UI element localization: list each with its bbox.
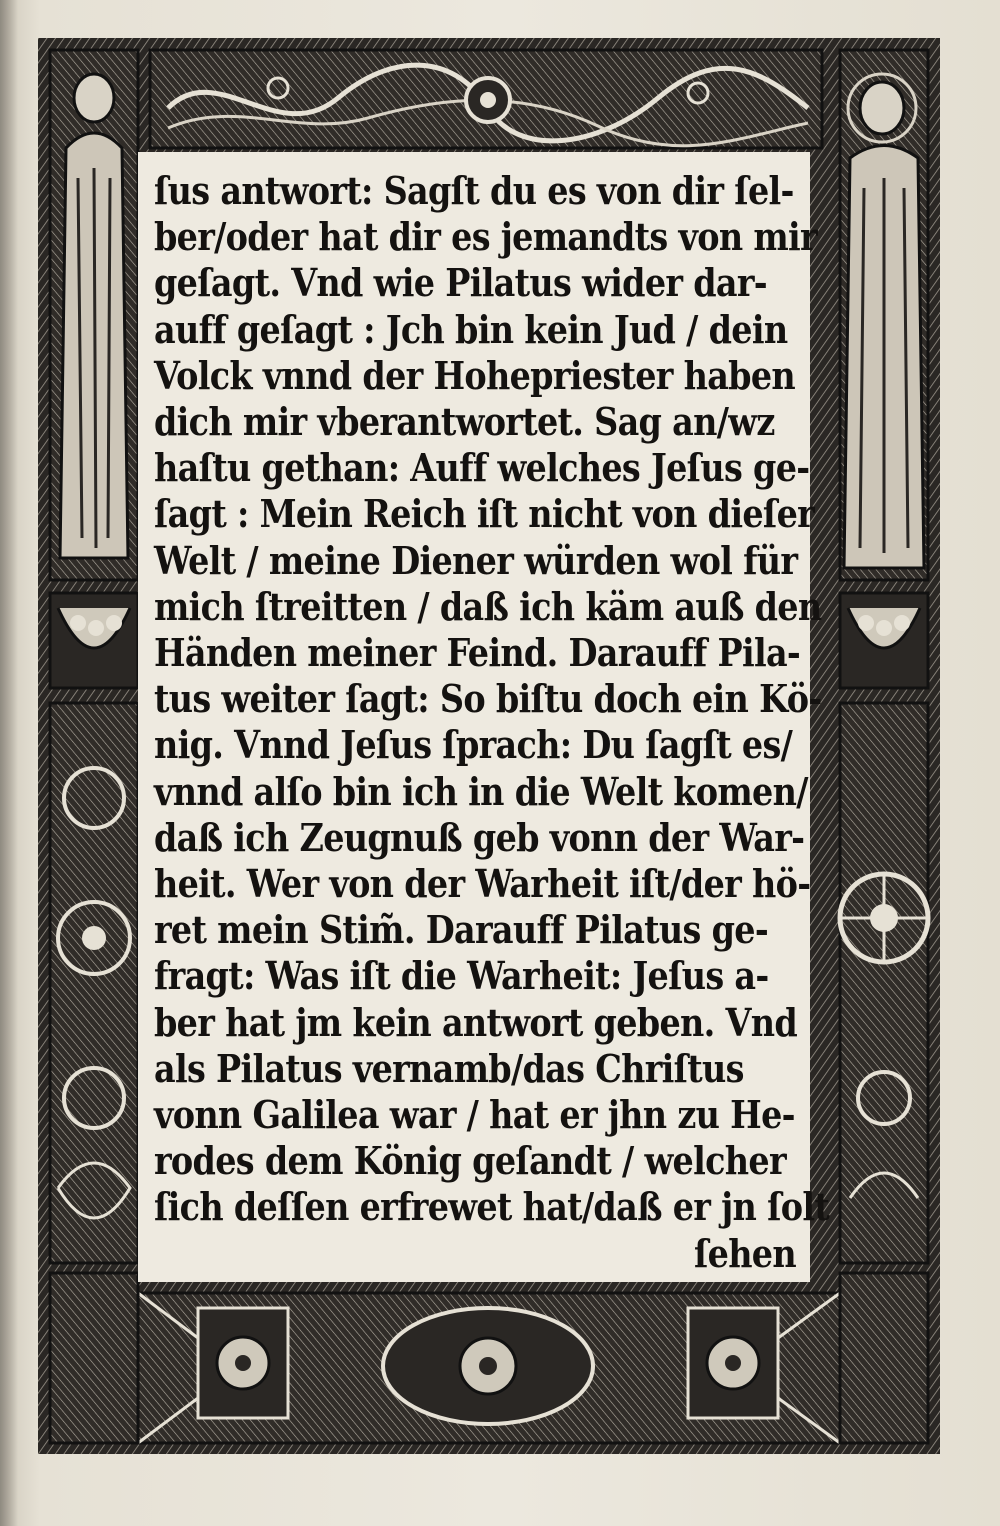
text-line: ſus antwort: Sagſt du es von dir ſel- <box>154 168 794 213</box>
text-line: ber/oder hat dir es jemandts von mir <box>154 214 817 260</box>
text-line: auff geſagt : Jch bin kein Jud / dein <box>154 306 788 352</box>
text-line: geſagt. Vnd wie Pilatus wider dar- <box>154 260 767 306</box>
bottom-right-corner <box>840 1273 928 1443</box>
text-line: ſich deſſen erfrewet hat/daß er jn ſolt <box>154 1184 830 1230</box>
text-block <box>138 152 830 1282</box>
text-line: nig. Vnnd Jeſus ſprach: Du ſagſt es/ <box>154 722 793 768</box>
text-line: daß ich Zeugnuß geb vonn der War- <box>154 814 805 860</box>
text-line: heit. Wer von der Warheit iſt/der hö- <box>154 861 811 907</box>
left-column-figure <box>50 50 138 688</box>
text-line: vonn Galilea war / hat er jhn zu He- <box>154 1092 795 1138</box>
text-line: rodes dem König geſandt / welcher <box>154 1138 786 1184</box>
text-line: Welt / meine Diener würden wol für <box>154 537 798 583</box>
text-line: ſagt : Mein Reich iſt nicht von dieſer <box>154 491 815 537</box>
text-line: ber hat jm kein antwort geben. Vnd <box>154 999 798 1045</box>
right-column-figure <box>840 50 928 688</box>
text-line: haſtu gethan: Auff welches Jeſus ge- <box>154 445 810 491</box>
text-line: fragt: Was iſt die Warheit: Jeſus a- <box>154 953 769 999</box>
binding-shadow <box>0 0 18 1526</box>
bottom-left-corner <box>50 1273 138 1443</box>
right-lower-column <box>840 703 928 1263</box>
text-line: tus weiter ſagt: So biſtu doch ein Kö- <box>154 676 822 722</box>
catchword: ſehen <box>693 1230 796 1276</box>
text-line: mich ſtreitten / daß ich käm auß den <box>154 583 822 629</box>
text-line: Händen meiner Feind. Darauff Pila- <box>154 630 801 676</box>
left-lower-column <box>50 703 138 1263</box>
top-ornament-panel <box>150 50 822 148</box>
text-line: vnnd alſo bin ich in die Welt komen/ <box>154 768 808 814</box>
text-line: als Pilatus vernamb/das Chriſtus <box>154 1045 744 1091</box>
bottom-ornament-panel <box>138 1293 840 1443</box>
text-line: dich mir vberantwortet. Sag an/wz <box>154 399 775 445</box>
text-line: Volck vnnd der Hohepriester haben <box>154 352 796 398</box>
text-line: ret mein Stim̃. Darauff Pilatus ge- <box>154 907 768 953</box>
